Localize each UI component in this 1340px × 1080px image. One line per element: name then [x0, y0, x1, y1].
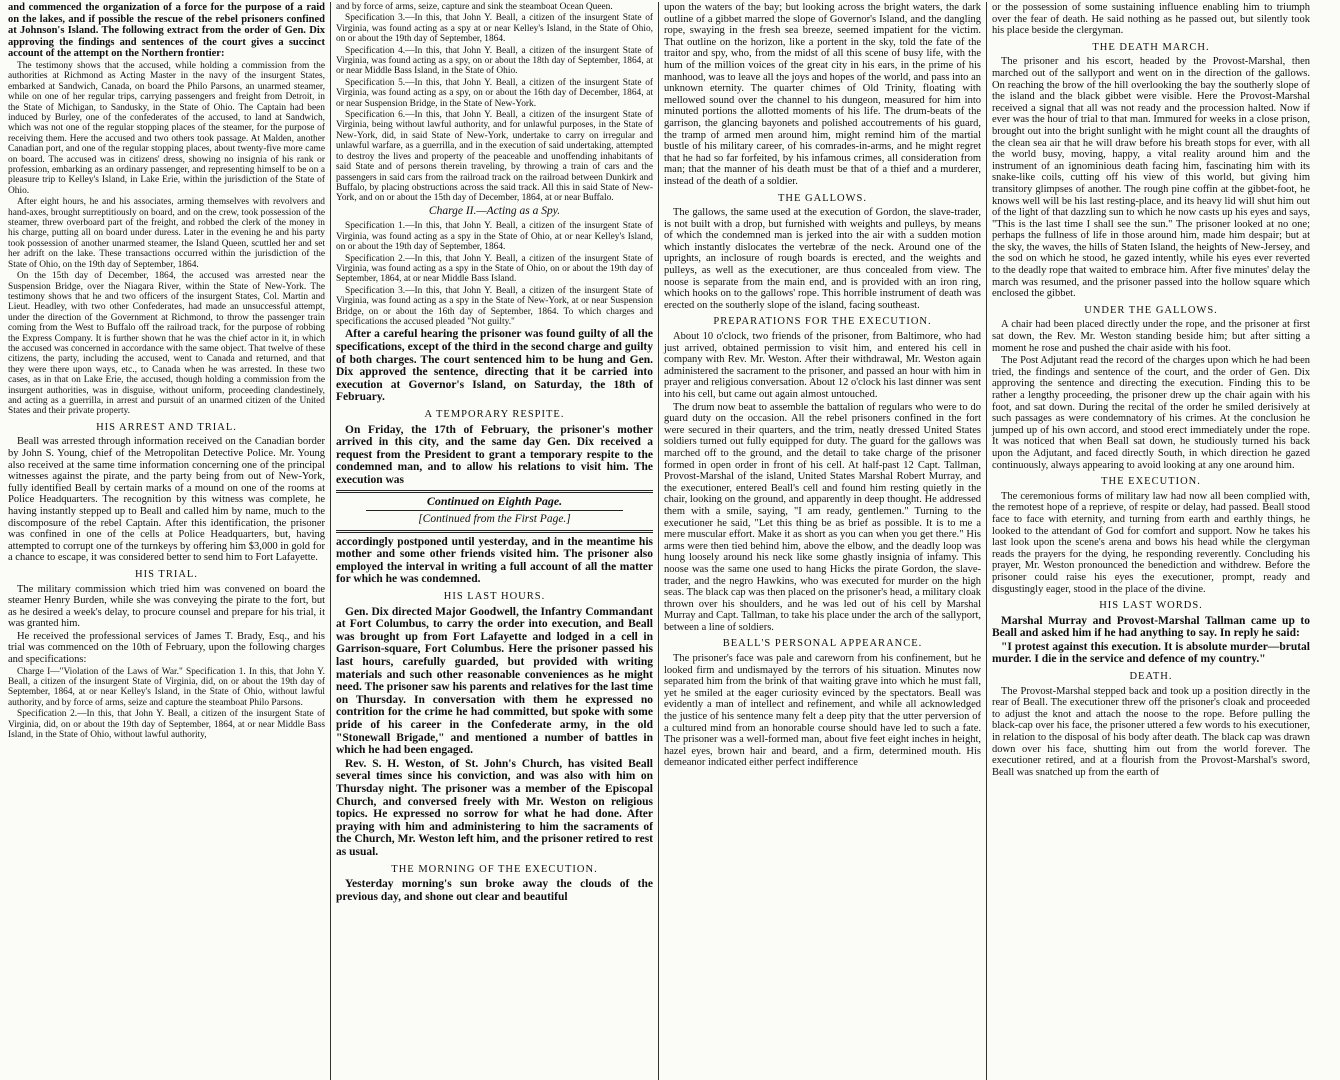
article-paragraph: About 10 o'clock, two friends of the prisoner, from Baltimore, who had just arrived, obtained permission to visit him, and entered his cell in company with Rev. Mr. Weston. After their withdrawal, Mr. Weston again administered the sacrament to the prisoner, and passed an hour with him in prayer and religious conversation. About 12 o'clock his last dinner was sent into his cell, but came out again almost untouched.	[664, 331, 981, 400]
article-paragraph: Specification 1.—In this, that John Y. Beall, a citizen of the insurgent State of Virginia, was found acting as a spy in the State of Ohio, at or near Kelley's Island, on or about the 19th day of September, 1864.	[336, 221, 653, 253]
article-paragraph: upon the waters of the bay; but looking across the bright waters, the dark outline of a gibbet marred the slope of Governor's Island, and the dangling rope, swaying in the fresh sea breeze, seemed impatient for the victim. That outline on the horizon, like a portent in the sky, told the fate of the traitor and spy, who, from the midst of all this scene of busy life, with the hum of the million voices of the great city in his ears, in the prime of his manhood, was to leave all the joys and hopes of the world, and pass into an unknown eternity. The quarter chimes of Old Trinity, floating with mellowed sound over the channel to his dungeon, measured for him into minuted portions the allotted moments of his life. The drum-beats of the garrison, the glancing bayonets and polished accoutrements of his guard, the tramp of armed men around him, might remind him of the martial bustle of his military career, of his comrades-in-arms, and he might regret that he had so far forfeited, by his infamous crimes, all consideration from man; that the manner of his death must be that of a thief and a murderer, instead of the death of a soldier.	[664, 2, 981, 187]
article-paragraph: Specification 5.—In this, that John Y. Beall, a citizen of the insurgent State of Virginia, was found acting as a spy, on or about the 16th day of December, 1864, at or near Suspension Bridge, in the State of New-York.	[336, 77, 653, 109]
section-heading: THE GALLOWS.	[778, 192, 867, 204]
column-rule	[336, 530, 653, 533]
article-paragraph: Specification 2.—In this, that John Y. Beall, a citizen of the insurgent State of Virginia, did, on or about the 19th day of September, 1864, at or near Middle Bass Island, in the State of Ohio, without lawful authority,	[8, 709, 325, 741]
article-paragraph: "I protest against this execution. It is absolute murder—brutal murder. I die in the service and defence of my country."	[992, 640, 1310, 666]
article-paragraph: The gallows, the same used at the execution of Gordon, the slave-trader, is not built with a drop, but furnished with weights and pulleys, by means of which the condemned man is jerked into the air with a sudden motion which instantly dislocates the vertebræ of the neck. Around one of the uprights, an inclosure of rough boards is erected, and the weights and pulleys, as well as the executioner, are thus concealed from view. The noose is separate from the main end, and is provided with an iron ring, which hooks on to the gallows' rope. This horrible instrument of death was erected on the southerly slope of the island, facing southeast.	[664, 207, 981, 311]
article-paragraph: Rev. S. H. Weston, of St. John's Church, has visited Beall several times since his conviction, and was also with him on Thursday night. The prisoner was a member of the Episcopal Church, and conversed freely with Mr. Weston on religious topics. He expressed no sorrow for what he had done. After praying with him and administering to him the sacraments of the Church, Mr. Weston left him, and the prisoner retired to rest as usual.	[336, 757, 653, 858]
article-paragraph: accordingly postponed until yesterday, and in the meantime his mother and some other friends visited him. The prisoner also employed the interval in writing a full account of all the matter for which he was condemned.	[336, 535, 653, 586]
article-paragraph: or the possession of some sustaining influence enabling him to triumph over the fear of death. He said nothing as he passed out, but silently took his place beside the clergyman.	[992, 2, 1310, 37]
article-paragraph: The military commission which tried him was convened on board the steamer Henry Burden, while she was conveying the pirate to the fort, but as he desired a week's delay, to procure counsel and prepare for his trial, it was granted him.	[8, 583, 325, 630]
section-heading: PREPARATIONS FOR THE EXECUTION.	[713, 316, 932, 328]
column-3	[659, 2, 987, 1080]
section-heading: DEATH.	[1129, 671, 1173, 683]
column-rule	[366, 510, 623, 511]
article-paragraph: Specification 3.—In this, that John Y. Beall, a citizen of the insurgent State of Virginia, was found acting as a spy at or near Kelley's Island, in the State of Ohio, on or about the 19th day of September, 1864.	[336, 13, 653, 45]
column-1	[3, 2, 331, 1080]
column-rule	[336, 490, 653, 493]
article-paragraph: On Friday, the 17th of February, the prisoner's mother arrived in this city, and the same day Gen. Dix received a request from the President to grant a temporary respite to the condemned man, and to allow his relations to visit him. The execution was	[336, 423, 653, 486]
article-paragraph: and commenced the organization of a force for the purpose of a raid on the lakes, and if possible the rescue of the rebel prisoners confined at Johnson's Island. The following extract from the order of Gen. Dix approving the findings and sentences of the court gives a succinct account of the attempt on the Northern frontier:	[8, 2, 325, 60]
article-paragraph: Specification 2.—In this, that John Y. Beall, a citizen of the insurgent State of Virginia, was found acting as a spy in the State of Ohio, on or about the 19th day of September, 1864, at or near Middle Bass Island.	[336, 253, 653, 285]
article-paragraph: Gen. Dix directed Major Goodwell, the Infantry Commandant at Fort Columbus, to carry the order into execution, and Beall was brought up from Fort Lafayette and lodged in a cell in Garrison-square, Fort Columbus. Here the prisoner passed his last hours, carefully guarded, but provided with writing materials and such other reasonable conveniences as he might need. The prisoner saw his parents and relatives for the last time on Thursday. In conversation with them he expressed no contrition for the crime he had committed, but spoke with some pride of his career in the Confederate army, in the old "Stonewall Brigade," and mentioned a number of battles in which he had been engaged.	[336, 605, 653, 757]
article-paragraph: Specification 6.—In this, that John Y. Beall, a citizen of the insurgent State of Virginia, being without lawful authority, and for unlawful purposes, in the State of New-York, did, in said State of New-York, undertake to carry on irregular and unlawful warfare, as a guerrilla, and in the execution of said undertaking, attempted to destroy the lives and property of the peaceable and unoffending inhabitants of said State and of persons therein traveling, by throwing a train of cars and the passengers in said cars from the railroad track on the railroad between Dunkirk and Buffalo, by placing obstructions across the said track. All this in said State of New-York, and on or about the 15th day of December, 1864, at or near Buffalo.	[336, 110, 653, 204]
article-paragraph: The Provost-Marshal stepped back and took up a position directly in the rear of Beall. The executioner threw off the prisoner's cloak and proceeded to adjust the knot and attach the noose to the rope. Before pulling the black-cap over his face, the prisoner uttered a few words to his executioner, in relation to the disposal of his body after death. The black cap was drawn down over his face, shutting him out from the world forever. The executioner retired, and at a flourish from the Provost-Marshal's sword, Beall was snatched up from the earth of	[992, 685, 1310, 778]
article-paragraph: The testimony shows that the accused, while holding a commission from the authorities at Richmond as Acting Master in the navy of the insurgent States, embarked at Sandwich, Canada, on board the Philo Parsons, an unarmed steamer, while on one of her regular trips, carrying passengers and freight from Detroit, in the State of Michigan, to Sandusky, in the State of Ohio. The Captain had been induced by Burley, one of the confederates of the accused, to land at Sandwich, which was not one of the regular stopping places of the steamer, for the purpose of receiving them. Here the accused and two others took passage. At Malden, another Canadian port, and one of the regular stopping places, about twenty-five more came on board. The accused was in citizens' dress, showing no insignia of his rank or profession, embarking as an ordinary passenger, and representing himself to be on a pleasure trip to Kelley's Island, in Lake Erie, within the jurisdiction of the State of Ohio.	[8, 60, 325, 196]
section-heading: HIS TRIAL.	[135, 568, 198, 580]
article-paragraph: The prisoner's face was pale and careworn from his confinement, but he looked firm and undismayed by the terrors of his situation. Minutes now separated him from the brink of that waiting grave into which he must fall, yet he smiled at the eager curiosity evinced by the spectators. Beall was evidently a man of intellect and refinement, and while all acknowledged the justice of his sentence many felt a deep pity that the utter perversion of a cultured mind from an honorable course should have led to such a fate. The prisoner was a well-formed man, about five feet eight inches in height, hazel eyes, brown hair and beard, and a firm, determined mouth. His demeanor indicated either perfect indifference	[664, 653, 981, 769]
article-paragraph: The prisoner and his escort, headed by the Provost-Marshal, then marched out of the sallyport and went on in the direction of the gallows. On reaching the brow of the hill overlooking the bay the southerly slope of the island and the black gibbet were visible. Here the Provost-Marshal received a signal that all was not ready and the procession halted. Now if ever was the hour of trial to that man. Immured for weeks in a close prison, brought out into the bright sunlight with he might count all the draughts of the clean sea air that he will draw before his breath stops for ever, with all the world busy, moving, happy, a vital reality around him and the instrument of an ignominious death facing him, fascinating him with its snake-like coils, cutting off his view of this world, but giving him transitory glimpses of another. The rough pine coffin at the gibbet-foot, he knows well will be his last resting-place, and its heavy lid will shut him out of the light of that dazzling sun to which he now casts up his eyes and says, "This is the last time I shall see the sun." The prisoner looked at no one; perhaps the fullness of life in those around him, made him despair; but at the sky, the waves, the hills of Staten Island, the heights of New-Jersey, and the sod on which he stood, he gazed intently, while his eyes ever reverted to the deadly rope that waited to embrace him. After five minutes' delay the march was resumed, and the prisoner passed into the hollow square which enclosed the gibbet.	[992, 56, 1310, 300]
article-paragraph: The Post Adjutant read the record of the charges upon which he had been tried, the findings and sentence of the court, and the order of Gen. Dix approving the sentence and directing the execution. Finding this to be rather a lengthy proceeding, the prisoner drew up the chair again with his foot, and sat down. During the recital of the order he smiled derisively at such passages as were condemnatory of his crimes. At the conclusion he jumped up of his own accord, and stood erect immediately under the rope. It was noticed that when Beall sat down, he studiously turned his back upon the Adjutant, and faced directly South, in which direction he gazed continuously, always appearing to avoid looking at any one around him.	[992, 355, 1310, 471]
article-paragraph: Beall was arrested through information received on the Canadian border by John S. Young, chief of the Metropolitan Detective Police. Mr. Young also received at the same time information concerning one of the principal witnesses against the pirate, and the party being from out of New-York, fully identified Beall by certain marks of a mound on one of the rooms at Police Headquarters. The recognition by this witness was complete, he having instantly stepped up to Beall and called him by name, much to the discomposure of the rebel Captain. After this identification, the prisoner was confined in one of the cells at Police Headquarters, but, having attempted to corrupt one of the turnkeys by offering him $3,000 in gold for a chance to escape, it was considered better to send him to Fort Lafayette.	[8, 436, 325, 564]
continued-notice: Continued on Eighth Page.	[426, 493, 563, 508]
section-heading: HIS ARREST AND TRIAL.	[96, 421, 237, 433]
column-4	[987, 2, 1315, 1080]
article-paragraph: The ceremonious forms of military law had now all been complied with, the remotest hope of a reprieve, of respite or delay, had passed. Beall stood face to face with eternity, and turning from earth and earthly things, he looked to the attendant of God for comfort and support. Now he takes his last look upon the scene's arena and bows his head while the clergyman reads the prayers for the dying, he responding reverently. Concluding his prayer, Mr. Weston pronounced the benediction and withdrew. Before the prisoner could raise his eyes the executioner, prompt, ready and disgustingly eager, stood in the place of the divine.	[992, 490, 1310, 595]
section-heading: HIS LAST WORDS.	[1099, 600, 1203, 612]
section-heading: HIS LAST HOURS.	[443, 591, 546, 603]
article-paragraph: On the 15th day of December, 1864, the accused was arrested near the Suspension Bridge, over the Niagara River, within the State of New-York. The testimony shows that he and two officers of the insurgent States, Col. Martin and Lieut. Headley, with two other Confederates, had made an unsuccessful attempt, under the direction of the Government at Richmond, to throw the passenger train coming from the West to Buffalo off the railroad track, for the purpose of robbing the Express Company. It is further shown that he was the chief actor in it, in which the accused was concerned in accordance with the same object. That twelve of these citizens, the party, including the accused, went to Canada and returned, and that they were there upon ways, etc., to Canada when he was arrested. In these two cases, as in that on Lake Erie, the accused, though holding a commission from the insurgent authorities, was in disguise, without uniform, proceeding clandestinely, and acting as a guerrilla, in arrest and pursuit of an unarmed citizen of the United States and their private property.	[8, 271, 325, 417]
article-paragraph: After a careful hearing the prisoner was found guilty of all the specifications, except of the third in the second charge and guilty of both charges. The court sentenced him to be hung and Gen. Dix approved the sentence, directing that it be carried into execution at Governor's Island, on Saturday, the 18th of February.	[336, 328, 653, 404]
article-paragraph: He received the professional services of James T. Brady, Esq., and his trial was commenced on the 10th of February, upon the following charges and specifications:	[8, 630, 325, 666]
article-paragraph: A chair had been placed directly under the rope, and the prisoner at first sat down, the Rev. Mr. Weston standing beside him; but after sitting a moment he rose and pushed the chair aside with his foot.	[992, 319, 1310, 354]
section-heading: A TEMPORARY RESPITE.	[424, 408, 565, 420]
section-heading: THE MORNING OF THE EXECUTION.	[391, 863, 598, 875]
section-heading: UNDER THE GALLOWS.	[1084, 304, 1218, 316]
article-paragraph: Yesterday morning's sun broke away the clouds of the previous day, and shone out clear and beautiful	[336, 878, 653, 903]
subheading: Charge II.—Acting as a Spy.	[428, 204, 561, 217]
article-paragraph: Charge I—"Violation of the Laws of War." Specification 1. In this, that John Y. Beall, a citizen of the insurgent State of Virginia, did, on or about the 19th day of September, 1864, at or near Kelley's Island, in the State of Ohio, without lawful authority, and by force of arms, seize and capture the steamboat Philo Parsons.	[8, 666, 325, 708]
article-paragraph: The drum now beat to assemble the battalion of regulars who were to do guard duty on the occasion. All the rebel prisoners confined in the fort were secured in their quarters, and the trim, neatly dressed United States soldiers turned out fully equipped for duty. The guard for the gallows was marched off to the ground, and the detail to take charge of the prisoner formed in open order in front of his cell. At half-past 12 Capt. Tallman, Provost-Marshal of the island, United States Marshal Robert Murray, and the executioner, entered Beall's cell and found him resting quietly in the chair, looking on the ground, and apparently in deep thought. He addressed them with a smile, saying, "I am ready, gentlemen." Turning to the executioner he said, "Let this thing be as brief as possible. It is to me a mere muscular effort. Make it as short as you can when you get there." His arms were then tied behind him, above the elbow, and the deadly loop was hung loosely around his neck like some ghastly insignia of infamy. This noose was the same one used to hang Hicks the pirate Gordon, the slave-trader, and the negro Hawkins, who was executed for murder on the high seas. The black cap was then placed on the prisoner's head, a military cloak thrown over his shoulders, and he was led out of his cell by Marshal Murray and Capt. Tallman, to take his place under the arch of the sallyport, between a line of soldiers.	[664, 401, 981, 633]
subheading: [Continued from the First Page.]	[418, 513, 571, 526]
section-heading: THE EXECUTION.	[1101, 476, 1201, 488]
article-paragraph: After eight hours, he and his associates, arming themselves with revolvers and hand-axes, brought surreptitiously on board, and on the crew, took possession of the steamer, threw overboard part of the freight, and robbed the clerk of the money in his charge, putting all on board under duress. Later in the evening he and his party took possession of another unarmed steamer, the Island Queen, scuttled her and set her adrift on the lake. These transactions occurred within the jurisdiction of the State of Ohio, on the 19th day of September, 1864.	[8, 197, 325, 270]
column-2	[331, 2, 659, 1080]
article-paragraph: Specification 4.—In this, that John Y. Beall, a citizen of the insurgent State of Virginia, was found acting as a spy, on or about the 18th day of September, 1864, at or near Middle Bass Island, in the State of Ohio.	[336, 45, 653, 77]
article-paragraph: Marshal Murray and Provost-Marshal Tallman came up to Beall and asked him if he had anything to say. In reply he said:	[992, 614, 1310, 640]
section-heading: BEALL'S PERSONAL APPEARANCE.	[722, 638, 923, 650]
section-heading: THE DEATH MARCH.	[1092, 41, 1210, 53]
article-paragraph: Specification 3.—In this, that John Y. Beall, a citizen of the insurgent State of Virginia, was found acting as a spy in the State of New-York, at or near Suspension Bridge, on or about the 16th day of September, 1864. To which charges and specifications the accused pleaded "Not guilty."	[336, 285, 653, 327]
article-paragraph: and by force of arms, seize, capture and sink the steamboat Ocean Queen.	[336, 2, 613, 12]
